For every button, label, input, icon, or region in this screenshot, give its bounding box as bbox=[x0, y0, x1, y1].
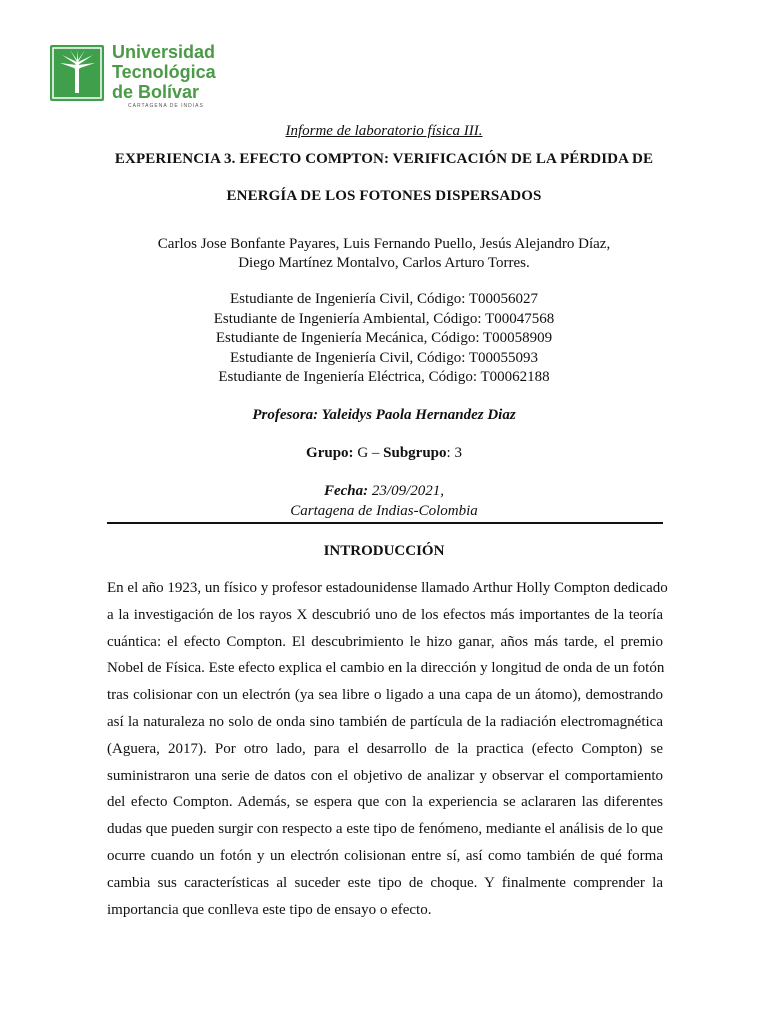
section-heading-introduction: INTRODUCCIÓN bbox=[323, 543, 445, 559]
palm-tree-icon bbox=[50, 45, 104, 101]
place: Cartagena de Indias-Colombia bbox=[290, 503, 478, 519]
student-line: Estudiante de Ingeniería Civil, Código: T00055093 bbox=[229, 349, 538, 366]
subgroup-label: Subgrupo bbox=[383, 445, 447, 461]
student-line: Estudiante de Ingeniería Ambiental, Código: T00047568 bbox=[213, 310, 555, 327]
group-value: G – bbox=[353, 445, 384, 461]
date-label: Fecha: bbox=[323, 483, 369, 499]
paragraph-line: a la investigación de los rayos X descubrió uno de los efectos más importantes de la teoría bbox=[107, 606, 663, 623]
subgroup-value: : 3 bbox=[446, 445, 462, 461]
paragraph-line: cambia sus características al suceder este tipo de choque. Y finalmente comprender la bbox=[107, 874, 663, 891]
document-title-line-2: ENERGÍA DE LOS FOTONES DISPERSADOS bbox=[226, 188, 542, 204]
student-line: Estudiante de Ingeniería Eléctrica, Código: T00062188 bbox=[218, 369, 550, 385]
paragraph-line: cuántica: el efecto Compton. El descubrimiento le hizo ganar, años más tarde, el premio bbox=[107, 633, 663, 650]
logo-line-1: Universidad bbox=[112, 42, 216, 62]
paragraph-line: tras colisionar con un electrón (ya sea libre o ligado a una capa de un átomo), demostrando bbox=[107, 687, 663, 704]
student-list bbox=[0, 290, 768, 388]
authors-line-2: Diego Martínez Montalvo, Carlos Arturo Torres. bbox=[238, 255, 530, 271]
paragraph-line: del efecto Compton. Además, se espera que con la experiencia se aclararen las diferentes bbox=[107, 794, 663, 811]
horizontal-divider bbox=[107, 522, 663, 524]
date-line bbox=[0, 483, 768, 500]
authors-line-1: Carlos Jose Bonfante Payares, Luis Fernando Puello, Jesús Alejandro Díaz, bbox=[157, 236, 611, 252]
university-logo bbox=[50, 42, 216, 112]
paragraph-line: En el año 1923, un físico y profesor estadounidense llamado Arthur Holly Compton dedicado bbox=[107, 580, 668, 596]
group-info bbox=[0, 445, 768, 462]
paragraph-line: importancia que conlleva este tipo de ensayo o efecto. bbox=[107, 901, 432, 918]
logo-line-3: de Bolívar bbox=[112, 82, 200, 102]
document-title-line-1: EXPERIENCIA 3. EFECTO COMPTON: VERIFICACIÓN DE LA PÉRDIDA DE bbox=[114, 151, 654, 167]
paragraph-line: ocurre cuando un fotón y un electrón colisionan entre sí, así como también de qué forma bbox=[107, 847, 663, 864]
student-line: Estudiante de Ingeniería Civil, Código: T00056027 bbox=[229, 291, 538, 307]
introduction-paragraph bbox=[107, 575, 668, 923]
logo-wordmark bbox=[112, 42, 216, 102]
student-line: Estudiante de Ingeniería Mecánica, Código: T00058909 bbox=[215, 330, 553, 346]
group-label: Grupo: bbox=[306, 445, 354, 461]
paragraph-line: así la naturaleza no solo de onda sino también de partícula de la radiación electromagnética bbox=[107, 713, 663, 730]
paragraph-line: suministraron una serie de datos con el objetivo de analizar y observar el comportamiento bbox=[107, 767, 663, 784]
report-type: Informe de laboratorio física III. bbox=[285, 123, 483, 139]
paragraph-line: Nobel de Física. Este efecto explica el cambio en la dirección y longitud de onda de un fotón bbox=[107, 660, 665, 677]
logo-line-2: Tecnológica bbox=[112, 62, 216, 82]
logo-subtitle: CARTAGENA DE INDIAS bbox=[128, 103, 204, 109]
professor-name: Profesora: Yaleidys Paola Hernandez Diaz bbox=[252, 407, 516, 423]
date-value: 23/09/2021, bbox=[368, 483, 444, 499]
paragraph-line: (Aguera, 2017). Por otro lado, para el desarrollo de la practica (efecto Compton) se bbox=[107, 740, 663, 757]
paragraph-line: dudas que pueden surgir con respecto a este tipo de fenómeno, mediante el análisis de lo que bbox=[107, 821, 663, 838]
